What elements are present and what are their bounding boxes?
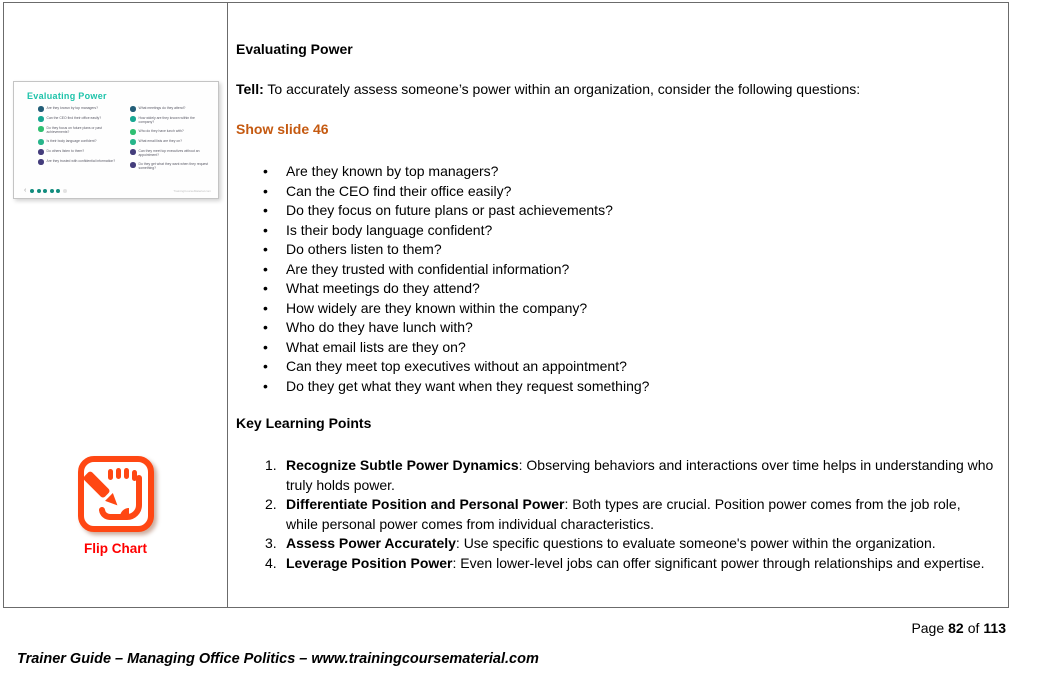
dot-icon — [50, 189, 54, 193]
key-point-text: : Even lower-level jobs can offer significant power through relationships and expertise. — [452, 554, 985, 571]
questions-list — [236, 162, 994, 396]
page-prefix: Page — [911, 620, 945, 636]
key-point-item — [286, 456, 994, 495]
tell-paragraph — [236, 81, 994, 97]
bullet-badge-icon — [130, 162, 136, 168]
question-item: • What meetings do they attend? — [286, 279, 994, 299]
bullet-badge-icon — [38, 139, 44, 145]
slide-bullet-text: Are they trusted with confidential information? — [46, 159, 116, 164]
page-total: 113 — [983, 620, 1006, 636]
slide-thumbnail-col-left — [38, 106, 126, 175]
pagination-dots — [30, 189, 67, 193]
tell-text: To accurately assess someone’s power within an organization, consider the following questions: — [263, 81, 861, 97]
key-learning-heading: Key Learning Points — [236, 415, 372, 431]
page-number — [911, 620, 1006, 636]
flip-chart-icon — [76, 454, 156, 534]
slide-bullet — [130, 129, 218, 135]
slide-pagination — [24, 188, 211, 193]
question-item: • Do they focus on future plans or past achievements? — [286, 201, 994, 221]
slide-bullet — [130, 139, 218, 145]
page-current: 82 — [948, 620, 964, 636]
slide-bullet — [130, 162, 218, 171]
question-item: • What email lists are they on? — [286, 338, 994, 358]
slide-bullet-text: How widely are they known within the company? — [138, 116, 195, 125]
bullet-badge-icon — [130, 129, 136, 135]
slide-bullet-text: Can the CEO find their office easily? — [46, 116, 102, 120]
slide-bullet — [38, 106, 126, 112]
slide-bullet-text: Who do they have lunch with? — [138, 129, 184, 134]
document-footer: Trainer Guide – Managing Office Politics – www.trainingcoursematerial.com — [17, 651, 539, 667]
slide-bullet — [38, 116, 126, 122]
slide-thumbnail — [13, 81, 219, 199]
bullet-badge-icon — [38, 116, 44, 122]
key-point-text: : Both types are crucial. Position power comes from the job role, while personal power comes from individual characteristics. — [286, 496, 961, 532]
chevron-left-icon: ‹ — [24, 187, 27, 194]
question-item: • Are they known by top managers? — [286, 162, 994, 182]
key-point-title: Leverage Position Power — [286, 554, 453, 571]
slide-bullet-text: Is their body language confident? — [46, 139, 97, 144]
slide-thumbnail-grid — [38, 106, 218, 175]
bullet-badge-icon — [38, 106, 44, 112]
bullet-badge-icon — [130, 139, 136, 145]
bullet-badge-icon — [38, 149, 44, 155]
key-point-title: Recognize Subtle Power Dynamics — [286, 457, 519, 473]
key-point-text: : Observing behaviors and interactions over time helps in understanding who truly holds power. — [286, 457, 994, 493]
dot-icon — [37, 189, 41, 193]
slide-bullet-text: What email lists are they on? — [138, 139, 183, 144]
flip-chart-label: Flip Chart — [84, 541, 147, 556]
dot-icon — [56, 189, 60, 193]
question-item: • Do others listen to them? — [286, 240, 994, 260]
question-item: • Who do they have lunch with? — [286, 318, 994, 338]
bullet-badge-icon — [130, 106, 136, 112]
key-point-item — [286, 554, 994, 574]
slide-bullet — [38, 126, 126, 135]
question-item: • How widely are they known within the company? — [286, 299, 994, 319]
slide-bullet-text: Can they meet top executives without an appointment? — [138, 149, 200, 158]
question-item: • Are they trusted with confidential information? — [286, 260, 994, 280]
page-of: of — [967, 620, 980, 636]
bullet-badge-icon — [130, 149, 136, 155]
question-item: • Can they meet top executives without an appointment? — [286, 357, 994, 377]
bullet-badge-icon — [38, 126, 44, 132]
slide-bullet-text: Do others listen to them? — [46, 149, 85, 154]
slide-bullet — [130, 106, 218, 112]
slide-bullet — [130, 149, 218, 158]
bullet-badge-icon — [38, 159, 44, 165]
key-point-text: : Use specific questions to evaluate someone's power within the organization. — [455, 535, 936, 551]
question-item: • Is their body language confident? — [286, 221, 994, 241]
show-slide-note: Show slide 46 — [236, 121, 329, 137]
main-content — [228, 3, 1008, 607]
section-heading: Evaluating Power — [236, 41, 353, 57]
slide-thumbnail-title: Evaluating Power — [27, 91, 107, 101]
dot-icon — [43, 189, 47, 193]
slide-bullet-text: Do they get what they want when they request something? — [138, 162, 209, 171]
flip-chart-callout — [4, 454, 227, 556]
slide-bullet-text: What meetings do they attend? — [138, 106, 186, 110]
question-item: • Do they get what they want when they request something? — [286, 377, 994, 397]
key-point-item — [286, 534, 994, 554]
slide-bullet — [38, 159, 126, 165]
content-table — [3, 2, 1009, 608]
slide-bullet — [38, 149, 126, 155]
bullet-badge-icon — [130, 116, 136, 122]
question-item: • Can the CEO find their office easily? — [286, 182, 994, 202]
slide-bullet-text: Are they known by top managers? — [46, 106, 98, 110]
dot-empty-icon — [63, 189, 67, 193]
key-points-list — [236, 456, 994, 573]
slide-bullet — [130, 116, 218, 125]
slide-thumbnail-col-right — [130, 106, 218, 175]
slide-watermark: TrainingCourseMaterial.com — [173, 188, 211, 193]
slide-bullet — [38, 139, 126, 145]
key-point-title: Assess Power Accurately — [286, 535, 456, 551]
key-point-title: Differentiate Position and Personal Power — [286, 496, 565, 512]
key-point-item — [286, 495, 994, 534]
tell-label: Tell: — [236, 81, 264, 97]
sidebar-column — [4, 3, 228, 607]
dot-icon — [30, 189, 34, 193]
slide-bullet-text: Do they focus on future plans or past achievements? — [46, 126, 102, 135]
